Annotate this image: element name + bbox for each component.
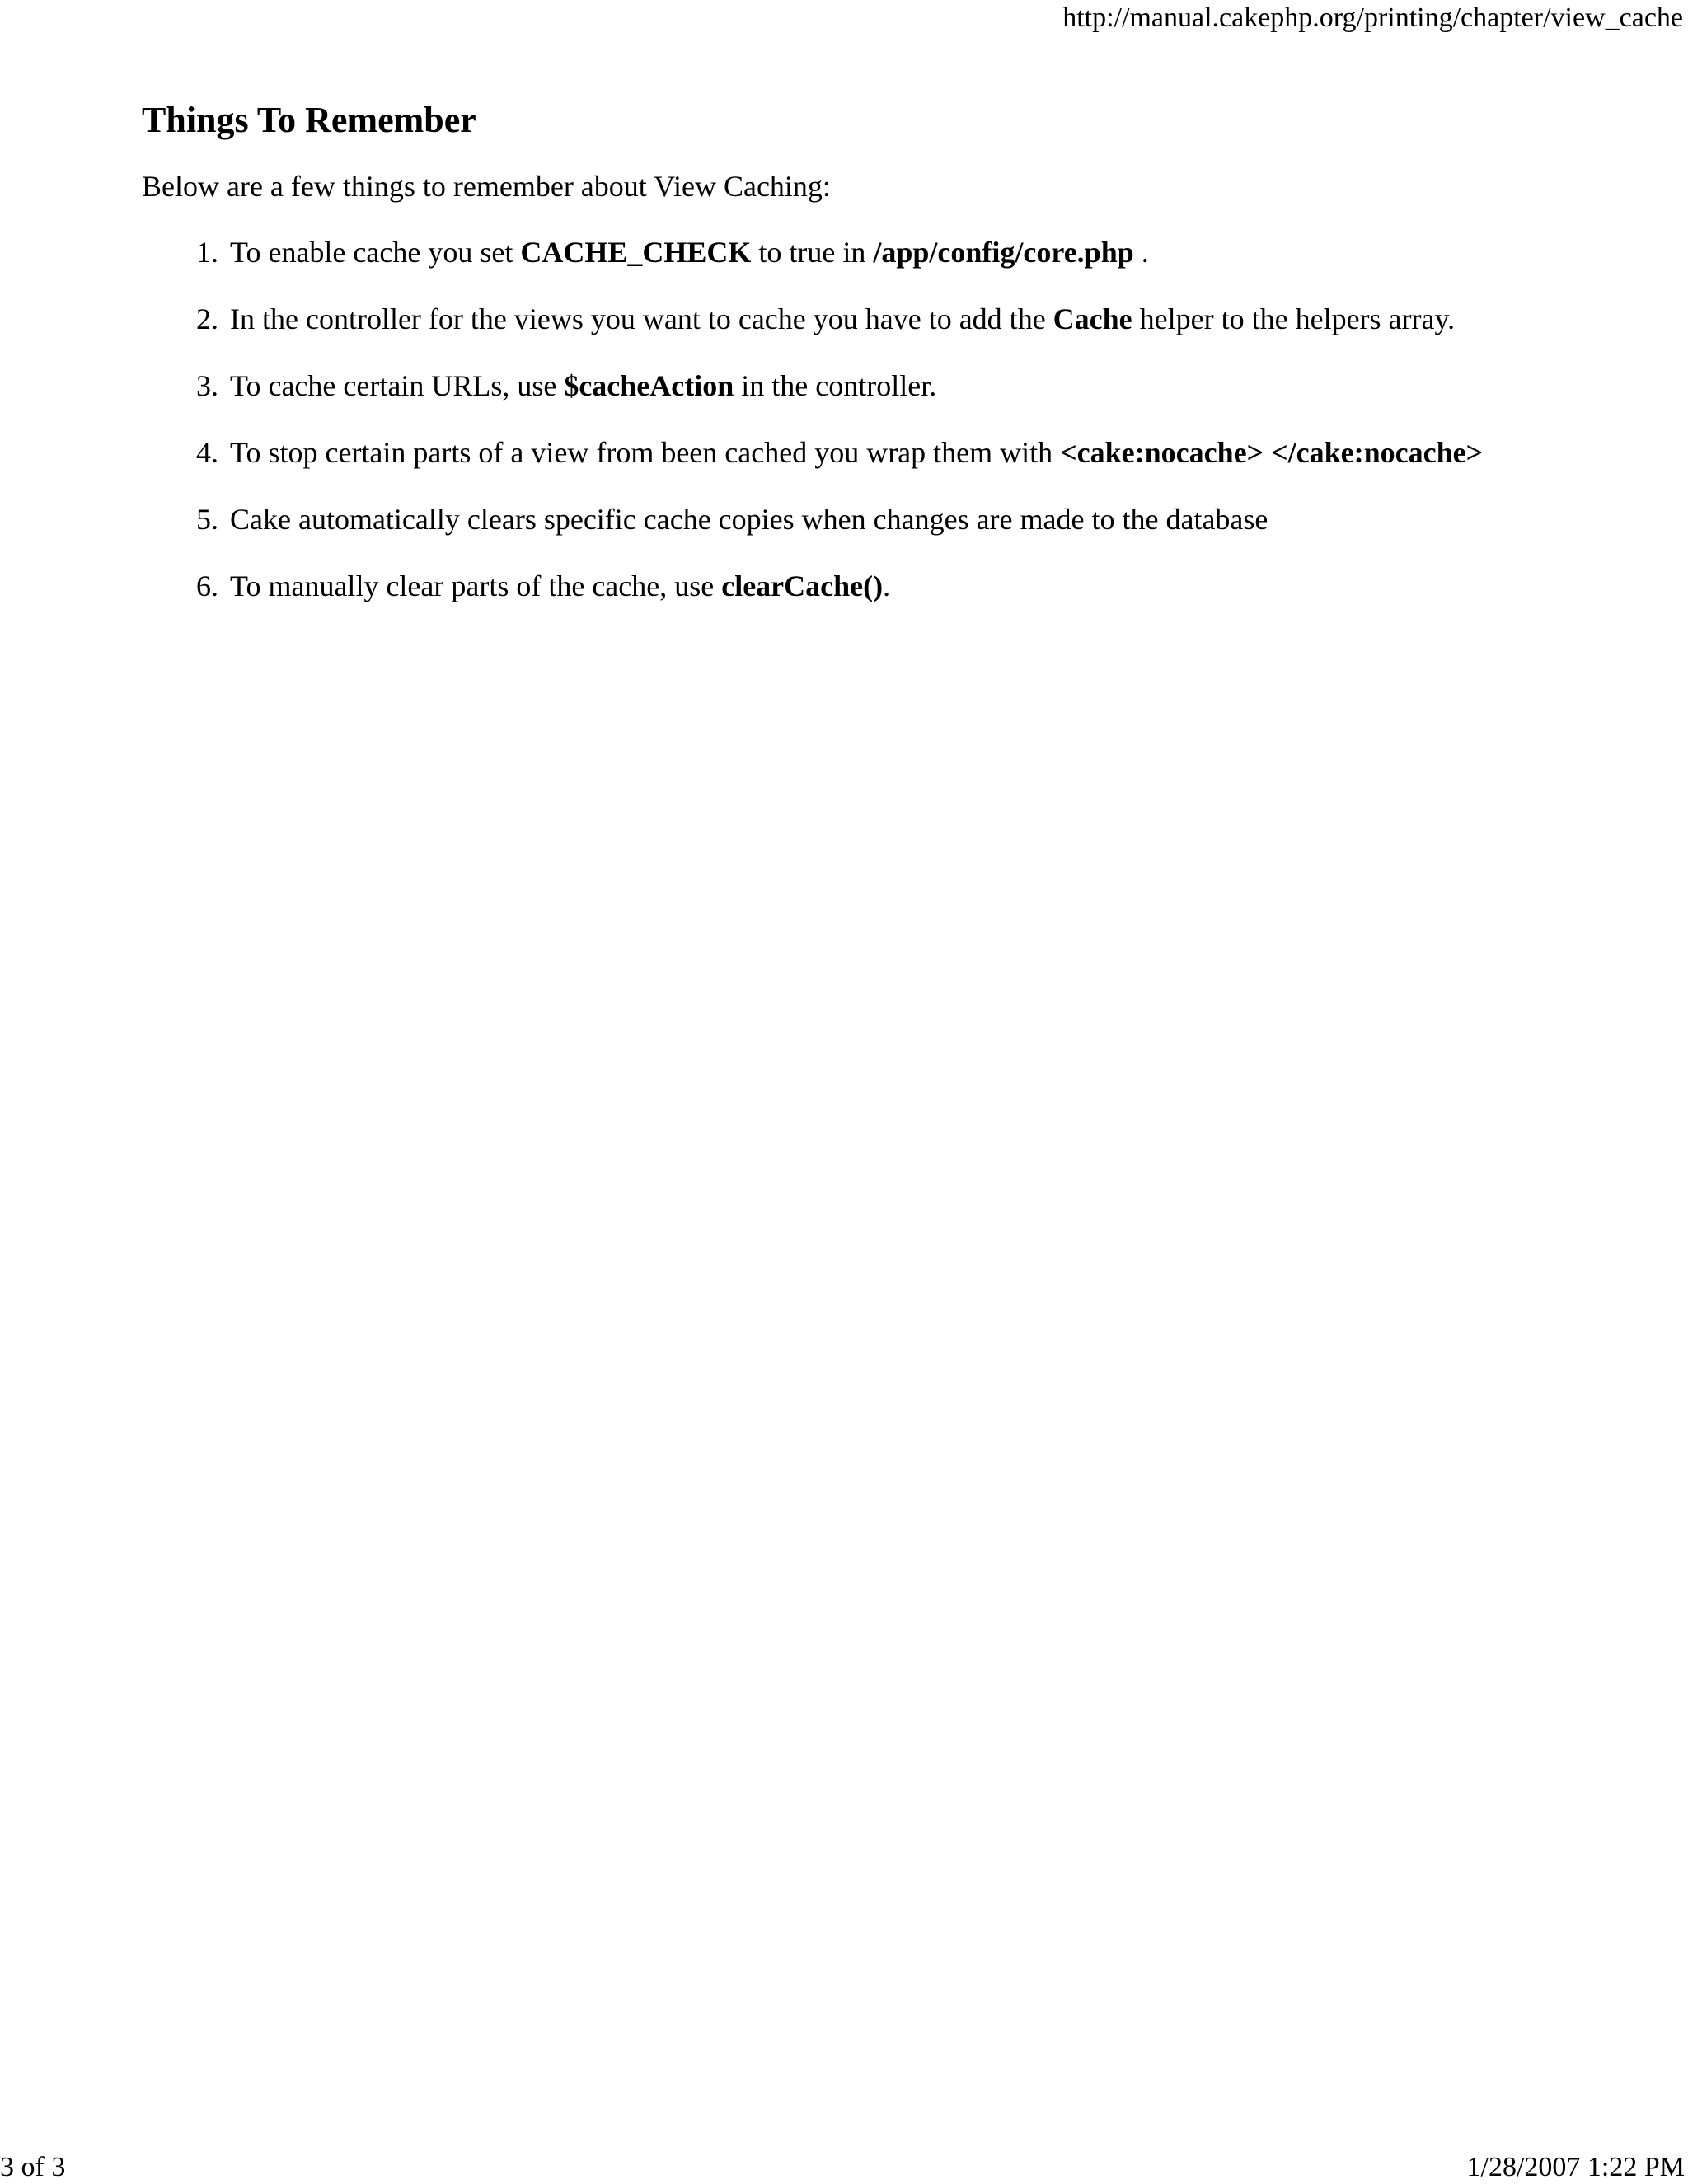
text-run: Cake automatically clears specific cache copies when changes are made to the database [230,503,1268,536]
list-item [142,301,1642,337]
text-run: helper to the helpers array. [1132,302,1456,335]
section-title: Things To Remember [142,100,476,140]
text-run: To manually clear parts of the cache, use [230,569,722,602]
list-item-number: 6. [196,569,218,602]
list-item-number: 4. [196,436,218,469]
list-item-number: 5. [196,503,218,536]
text-run: to true in [751,236,874,269]
list-item-text [218,368,936,404]
list-item [142,501,1642,537]
list-item [142,434,1642,471]
list-item-text [218,434,1483,471]
list-item-text [218,301,1455,337]
list-item [142,368,1642,404]
bold-term: Cache [1053,302,1132,335]
bold-term: clearCache() [721,569,884,602]
list-item-number: 1. [196,236,218,269]
tips-list [142,234,1642,604]
page-content [142,97,1642,635]
bold-term: <cake:nocache> </cake:nocache> [1060,436,1484,469]
text-run: To cache certain URLs, use [230,369,565,402]
text-run: In the controller for the views you want to cache you have to add the [230,302,1053,335]
text-run: in the controller. [734,369,937,402]
text-run: To stop certain parts of a view from been cached you wrap them with [230,436,1061,469]
bold-term: CACHE_CHECK [520,236,752,269]
print-header-url: http://manual.cakephp.org/printing/chapter/view_cache [1062,2,1683,33]
page-counter: 3 of 3 [0,2152,66,2182]
bold-term: /app/config/core.php [873,236,1134,269]
list-item-text [218,568,890,604]
text-run: To enable cache you set [230,236,521,269]
bold-term: $cacheAction [564,369,734,402]
print-timestamp: 1/28/2007 1:22 PM [1466,2152,1685,2182]
list-item [142,234,1642,270]
list-item-number: 3. [196,369,218,402]
list-item-number: 2. [196,302,218,335]
list-item [142,568,1642,604]
text-run: . [883,569,891,602]
text-run: . [1133,236,1149,269]
section-intro: Below are a few things to remember about View Caching: [142,170,831,203]
list-item-text [218,234,1149,270]
list-item-text [218,501,1268,537]
